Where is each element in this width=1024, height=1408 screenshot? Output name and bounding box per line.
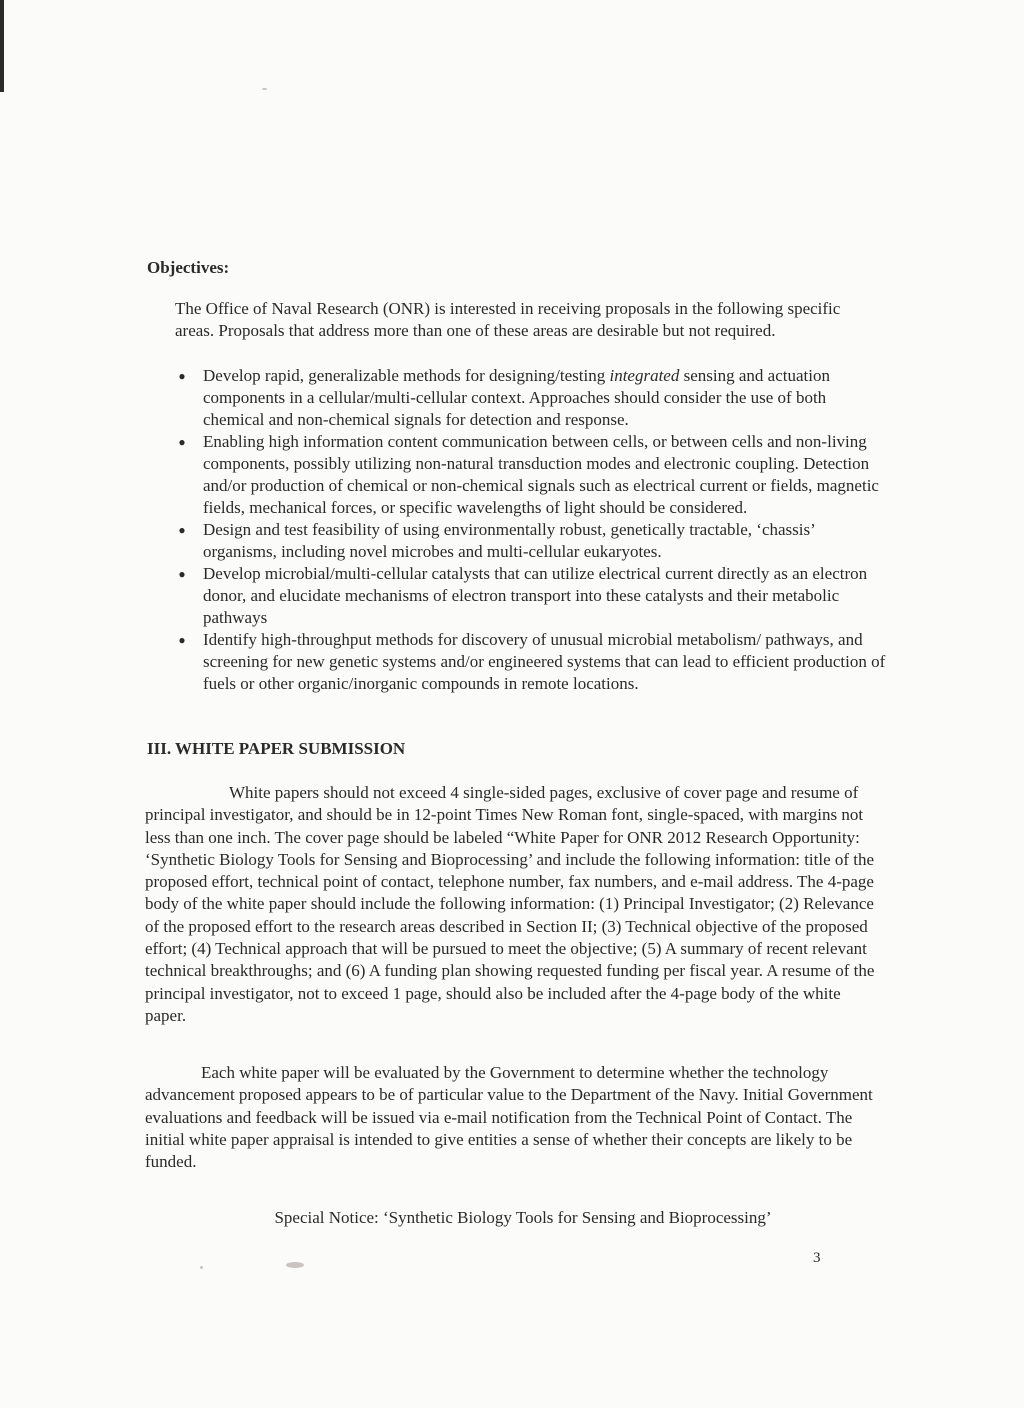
bullet-icon: ● [178, 523, 186, 537]
submission-heading: III. WHITE PAPER SUBMISSION [147, 739, 406, 758]
list-item-text: Develop rapid, generalizable methods for designing/testing [203, 366, 610, 385]
list-item [175, 519, 887, 563]
objectives-heading: Objectives: [147, 258, 230, 277]
bullet-icon: ● [178, 567, 186, 581]
list-item [175, 629, 887, 695]
footer-special-notice: Special Notice: ‘Synthetic Biology Tools for Sensing and Bioprocessing’ [274, 1208, 772, 1227]
list-item-text: Enabling high information content communication between cells, or between cells and non-living components, possibly utilizing non-natural transduction modes and electronic coupling. Detection and/or production of chemical or non-chemical signals such as electrical current or fields, magnetic fields, mechanical forces, or specific wavelengths of light should be considered. [203, 432, 879, 517]
objectives-intro: The Office of Naval Research (ONR) is interested in receiving proposals in the following specific areas. Proposals that address more than one of these areas are desirable but not required. [175, 299, 841, 340]
scan-speck [286, 1262, 304, 1268]
bullet-icon: ● [178, 435, 186, 449]
list-item-text: Identify high-throughput methods for discovery of unusual microbial metabolism/ pathways, and screening for new genetic systems and/or engineered systems that can lead to efficient production of fuels or other organic/inorganic compounds in remote locations. [203, 630, 886, 693]
page-number: 3 [813, 1250, 821, 1266]
scan-speck [262, 88, 267, 90]
list-item-text: sensing and actuation components in a cellular/multi-cellular context. Approaches should consider the use of both chemical and non-chemical signals for detection and response. [203, 366, 830, 429]
list-item-text: Develop microbial/multi-cellular catalysts that can utilize electrical current directly as an electron donor, and elucidate mechanisms of electron transport into these catalysts and their metabolic pathways [203, 564, 868, 627]
list-item [175, 431, 887, 519]
list-item [175, 365, 887, 431]
list-item-text: Design and test feasibility of using environmentally robust, genetically tractable, ‘chassis’ organisms, including novel microbes and multi-cellular eukaryotes. [203, 520, 815, 561]
bullet-icon: ● [178, 369, 186, 383]
submission-paragraph-requirements: White papers should not exceed 4 single-sided pages, exclusive of cover page and resume of principal investigator, and should be in 12-point Times New Roman font, single-spaced, with margins not less than one inch. The cover page should be labeled “White Paper for ONR 2012 Research Opportunity: ‘Synthetic Biology Tools for Sensing and Bioprocessing’ and include the following information: title of the proposed effort, technical point of contact, telephone number, fax numbers, and e-mail address. The 4-page body of the white paper should include the following information: (1) Principal Investigator; (2) Relevance of the proposed effort to the research areas described in Section II; (3) Technical objective of the proposed effort; (4) Technical approach that will be pursued to meet the objective; (5) A summary of recent relevant technical breakthroughs; and (6) A funding plan showing requested funding per fiscal year. A resume of the principal investigator, not to exceed 1 page, should also be included after the 4-page body of the white paper. [145, 783, 875, 1025]
bullet-icon: ● [178, 633, 186, 647]
list-item [175, 563, 887, 629]
submission-paragraph-evaluation: Each white paper will be evaluated by the Government to determine whether the technology advancement proposed appears to be of particular value to the Department of the Navy. Initial Government evaluations and feedback will be issued via e-mail notification from the Technical Point of Contact. The initial white paper appraisal is intended to give entities a sense of whether their concepts are likely to be funded. [145, 1063, 873, 1172]
list-item-emphasis: integrated [609, 366, 680, 385]
scan-edge-mark [0, 0, 4, 92]
scan-speck [200, 1266, 203, 1269]
objectives-list [175, 365, 887, 695]
